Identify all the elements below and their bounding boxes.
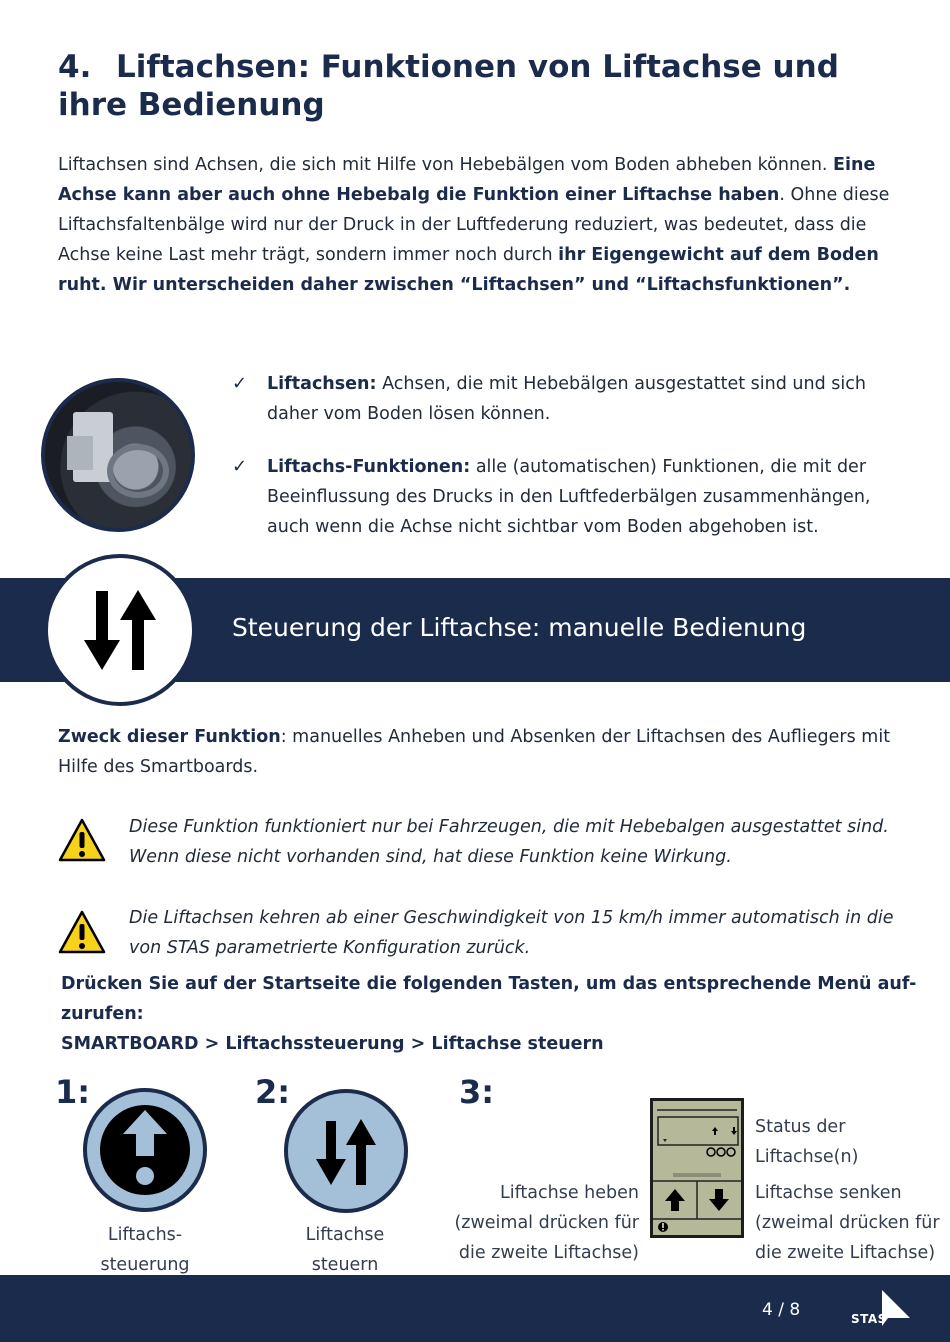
caption-line: Liftachs-	[107, 1225, 183, 1245]
step-caption	[70, 1220, 220, 1280]
intro-bold-2: ihr Eigengewicht auf dem Boden ruht. Wir unterscheiden daher zwischen “Liftachsen” und “Liftachsfunktionen”.	[58, 245, 879, 295]
step-number: 1:	[55, 1073, 91, 1111]
warning-icon	[58, 910, 106, 954]
intro-text-2: . Ohne diese Liftachsfaltenbälge wird nur der Druck in der Luftfederung reduziert, was bedeutet, dass die Achse keine Last mehr trägt, sondern immer noch durch	[58, 185, 890, 265]
up-down-arrows-icon	[288, 1093, 404, 1209]
status-label	[755, 1112, 945, 1172]
step-caption	[270, 1220, 420, 1280]
menu-path: SMARTBOARD > Liftachssteuerung > Liftachse steuern	[61, 1034, 604, 1054]
step-number: 3:	[459, 1073, 495, 1111]
caption-line: Liftachse heben	[499, 1183, 639, 1203]
menu-instructions	[61, 969, 921, 1059]
section-number: 4.	[58, 49, 92, 85]
checkmark-icon: ✓	[232, 456, 248, 477]
section-icon-circle	[44, 554, 196, 706]
lower-label	[755, 1178, 949, 1268]
menu-instruction-text: Drücken Sie auf der Startseite die folgenden Tasten, um das entsprechende Menü auf-zurufen:	[61, 974, 917, 1024]
lift-axle-photo	[41, 378, 195, 532]
step-number: 2:	[255, 1073, 291, 1111]
raise-label	[440, 1178, 639, 1268]
purpose-text: : manuelles Anheben und Absenken der Liftachsen des Aufliegers mit Hilfe des Smartboards.	[58, 727, 891, 777]
liftachse-steuern-button[interactable]	[284, 1089, 408, 1213]
intro-paragraph	[58, 150, 898, 300]
liftachssteuerung-button[interactable]	[83, 1088, 207, 1212]
page-footer	[0, 1275, 950, 1342]
definition-text	[267, 369, 892, 429]
page-number: 4 / 8	[762, 1300, 801, 1320]
caption-line: Liftachse	[305, 1225, 385, 1245]
definition-term: Liftachs-Funktionen:	[267, 457, 471, 477]
photo-airbag	[107, 444, 169, 498]
purpose-paragraph	[58, 722, 898, 782]
lower-button-area[interactable]	[697, 1178, 741, 1216]
warning-text: Die Liftachsen kehren ab einer Geschwindigkeit von 15 km/h immer automatisch in die von STAS parametrierte Konfiguration zurück.	[129, 908, 894, 958]
purpose-label: Zweck dieser Funktion	[58, 727, 281, 747]
definition-body: alle (automatischen) Funktionen, die mit der Beeinflussung des Drucks in den Luftfederbälgen zusammenhängen, auch wenn die Achse nicht sichtbar vom Boden abgehoben ist.	[267, 457, 871, 537]
caption-line: die zweite Liftachse)	[458, 1243, 639, 1263]
caption-line: steuern	[311, 1255, 379, 1275]
definition-item-liftachsen	[232, 369, 892, 431]
page-title	[58, 48, 918, 124]
caption-line: Status der	[755, 1117, 846, 1137]
caption-line: (zweimal drücken für	[755, 1213, 940, 1233]
lift-axle-up-icon	[87, 1092, 203, 1208]
caption-line: steuerung	[100, 1255, 190, 1275]
warning-text: Diese Funktion funktioniert nur bei Fahrzeugen, die mit Hebebalgen ausgestattet sind. Wenn diese nicht vorhanden sind, hat diese Funktion keine Wirkung.	[129, 817, 889, 867]
definition-body: Achsen, die mit Hebebälgen ausgestattet sind und sich daher vom Boden lösen können.	[267, 374, 866, 424]
raise-button-area[interactable]	[653, 1178, 697, 1216]
section-band-title: Steuerung der Liftachse: manuelle Bedienung	[232, 613, 807, 642]
photo-bracket-plate	[67, 436, 93, 470]
section-title-text: Liftachsen: Funktionen von Liftachse und ihre Bedienung	[58, 49, 839, 123]
definition-item-liftachs-funktionen	[232, 452, 892, 544]
definition-text	[267, 452, 892, 542]
smartboard-screen	[650, 1098, 744, 1238]
caption-line: die zweite Liftachse)	[755, 1243, 936, 1263]
intro-bold-1: Eine Achse kann aber auch ohne Hebebalg die Funktion einer Liftachse haben	[58, 155, 876, 205]
up-down-arrows-icon	[48, 558, 192, 702]
checkmark-icon: ✓	[232, 373, 248, 394]
warning-icon	[58, 818, 106, 862]
definition-term: Liftachsen:	[267, 374, 377, 394]
caption-line: (zweimal drücken für	[454, 1213, 639, 1233]
stas-logo-text: STAS	[851, 1312, 887, 1326]
caption-line: Liftachse(n)	[755, 1147, 859, 1167]
intro-text-1: Liftachsen sind Achsen, die sich mit Hilfe von Hebebälgen vom Boden abheben können.	[58, 155, 834, 175]
caption-line: Liftachse senken	[755, 1183, 902, 1203]
